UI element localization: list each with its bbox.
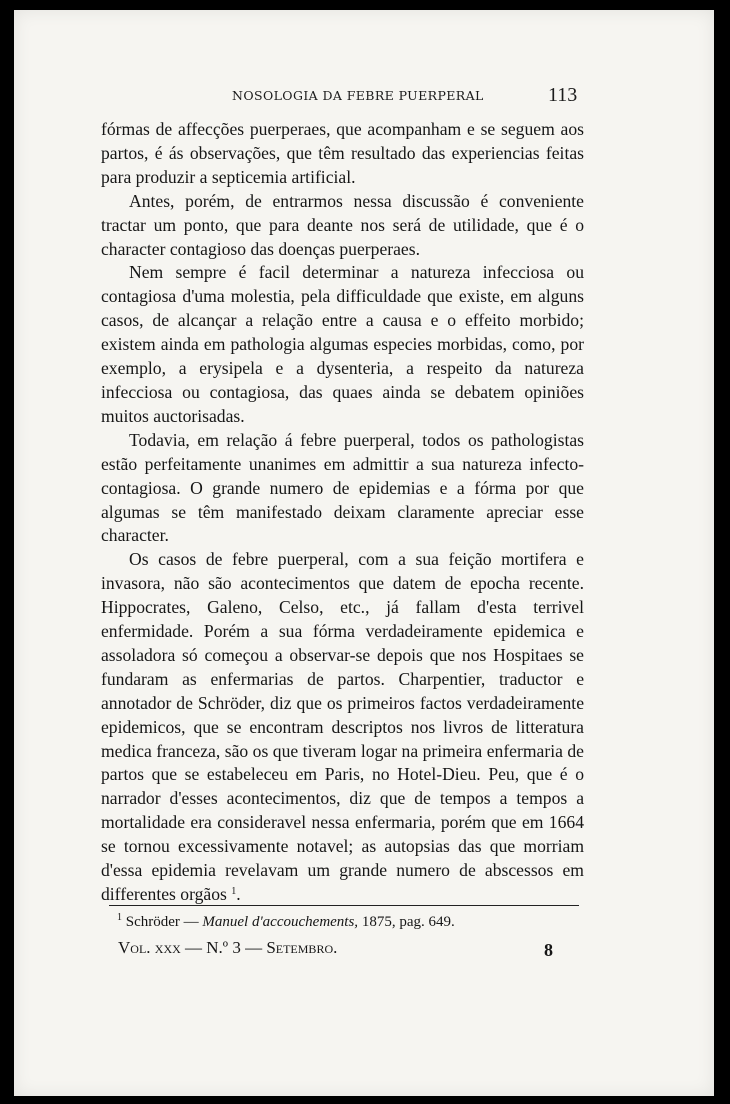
footnote-title: Manuel d'accouchements,	[202, 914, 359, 930]
paragraph-3: Nem sempre é facil determinar a natureza infecciosa ou contagiosa d'uma molestia, pela difficuldade que existe, em alguns casos, de alcançar a relação entre a causa e o effeito morbido; existem ainda em pathologia algumas especies morbidas, como, por exemplo, a erysipela e a dysenteria, a respeito da natureza infecciosa ou contagiosa, das quaes ainda se debatem opiniões muitos auctorisadas.	[101, 262, 584, 426]
page-number: 113	[548, 84, 578, 106]
footnote-author: Schröder —	[125, 914, 199, 930]
book-page	[14, 10, 714, 1096]
footnote-marker: 1	[117, 912, 122, 923]
paragraph-1: fórmas de affecções puerperaes, que acompanham e se seguem aos partos, é ás observações, que têm resultado das experiencias feitas para produzir a septicemia artificial.	[101, 119, 584, 187]
footnote-divider	[109, 905, 579, 906]
footnote-details: 1875, pag. 649.	[361, 914, 455, 930]
volume-signature: Vol. xxx — N.º 3 — Setembro.	[118, 938, 338, 957]
running-title: NOSOLOGIA DA FEBRE PUERPERAL	[232, 88, 484, 103]
paragraph-4: Todavia, em relação á febre puerperal, todos os pathologistas estão perfeitamente unanimes em admittir a sua natureza infecto-contagiosa. O grande numero de epidemias e a fórma por que algumas se têm manifestado deixam claramente apreciar esse character.	[101, 429, 584, 546]
body-text	[101, 118, 584, 907]
paragraph-5-text: Os casos de febre puerperal, com a sua feição mortifera e invasora, não são acontecimentos que datem de epocha recente. Hippocrates, Galeno, Celso, etc., já fallam d'esta terrivel enfermidade. Porém a sua fórma verdadeiramente epidemica e assoladora só começou a observar-se depois que nos Hospitaes se fundaram as enfermarias de partos. Charpentier, traductor e annotador de Schröder, diz que os primeiros factos verdadeiramente epidemicos, que se encontram descriptos nos livros de litteratura medica franceza, são os que tiveram logar na primeira enfermaria de partos que se estabeleceu em Paris, no Hotel-Dieu. Peu, que é o narrador d'esses acontecimentos, diz que de tempos a tempos a mortalidade era consideravel nessa enfermaria, porém que em 1664 se tornou excessivamente notavel; as autopsias das que morriam d'essa epidemia revelavam um grande numero de abscessos em differentes orgãos	[101, 549, 584, 904]
paragraph-2: Antes, porém, de entrarmos nessa discussão é conveniente tractar um ponto, que para deante nos será de utilidade, que é o character contagioso das doenças puerperaes.	[101, 190, 584, 259]
footnote	[117, 914, 455, 931]
sheet-number: 8	[544, 940, 553, 960]
footnote-reference: 1	[231, 886, 237, 897]
paragraph-5: Os casos de febre puerperal, com a sua feição mortifera e invasora, não são acontecimentos que datem de epocha recente. Hippocrates, Galeno, Celso, etc., já fallam d'esta terrivel enfermidade. Porém a sua fórma verdadeiramente epidemica e assoladora só começou a observar-se depois que nos Hospitaes se fundaram as enfermarias de partos. Charpentier, traductor e annotador de Schröder, diz que os primeiros factos verdadeiramente epidemicos, que se encontram descriptos nos livros de litteratura medica franceza, são os que tiveram logar na primeira enfermaria de partos que se estabeleceu em Paris, no Hotel-Dieu. Peu, que é o narrador d'esses acontecimentos, diz que de tempos a tempos a mortalidade era consideravel nessa enfermaria, porém que em 1664 se tornou excessivamente notavel; as autopsias das que morriam d'essa epidemia revelavam um grande numero de abscessos em differentes orgãos $^1$.	[101, 549, 584, 904]
